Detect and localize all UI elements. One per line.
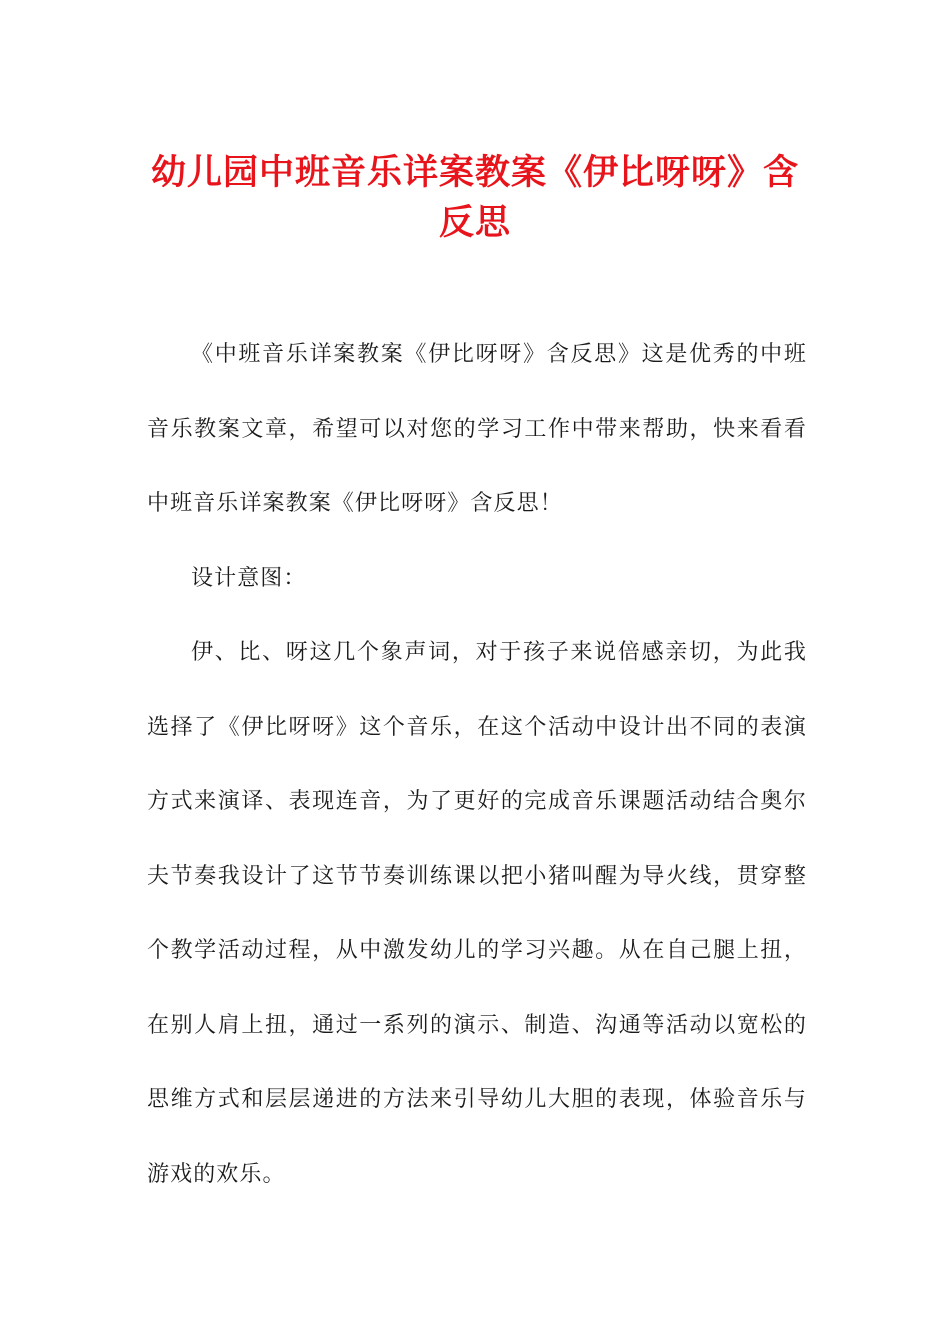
intro-paragraph: 《中班音乐详案教案《伊比呀呀》含反思》这是优秀的中班音乐教案文章，希望可以对您的学习工作中带来帮助，快来看看中班音乐详案教案《伊比呀呀》含反思！: [147, 342, 807, 516]
document-title: 幼儿园中班音乐详案教案《伊比呀呀》含反思: [150, 153, 799, 243]
section-heading-design-intent: 设计意图：: [191, 565, 307, 591]
document-body: [147, 318, 807, 1212]
design-intent-paragraph: 伊、比、呀这几个象声词，对于孩子来说倍感亲切，为此我选择了《伊比呀呀》这个音乐，在这个活动中设计出不同的表演方式来演译、表现连音，为了更好的完成音乐课题活动结合奥尔夫节奏我设计了这节节奏训练课以把小猪叫醒为导火线，贯穿整个教学活动过程，从中激发幼儿的学习兴趣。从在自己腿上扭，在别人肩上扭，通过一系列的演示、制造、沟通等活动以宽松的思维方式和层层递进的方法来引导幼儿大胆的表现，体验音乐与游戏的欢乐。: [147, 640, 807, 1187]
